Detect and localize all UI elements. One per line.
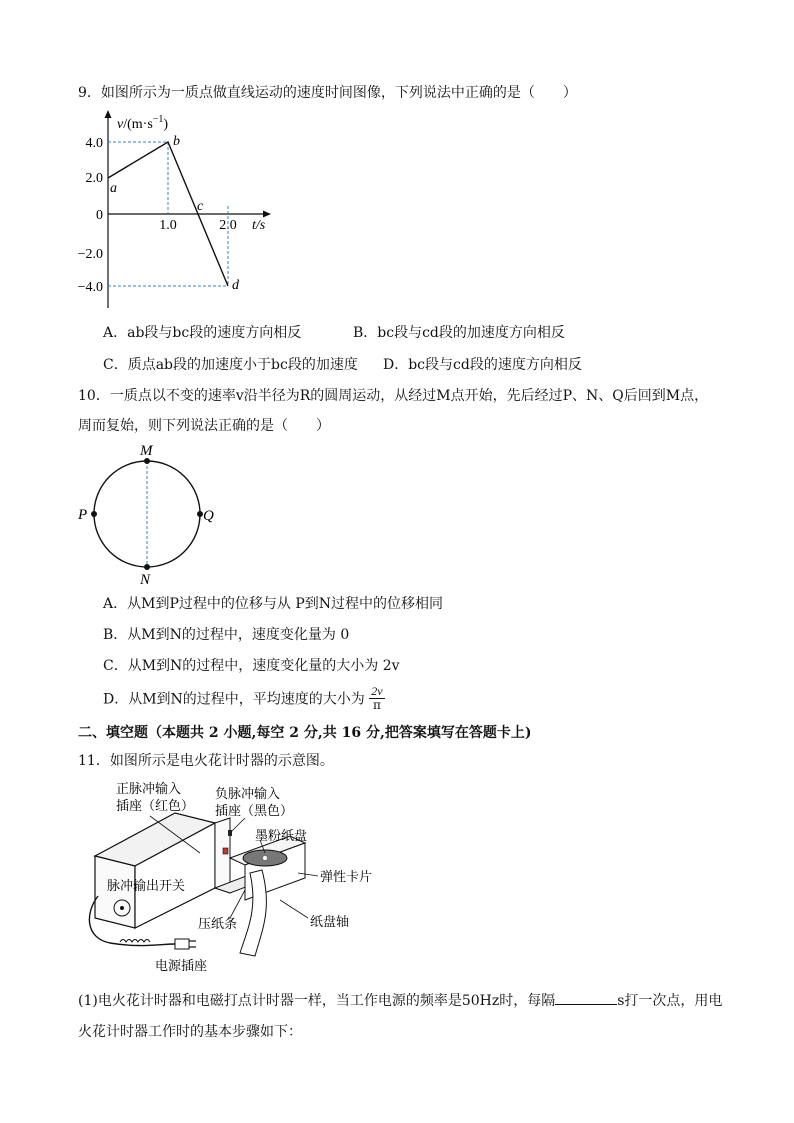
- point-a: a: [110, 181, 117, 196]
- disc-axis-dot: [263, 856, 267, 860]
- q11-sub1-line1: [78, 990, 722, 1010]
- q9-option-d[interactable]: D．bc段与cd段的速度方向相反: [383, 357, 582, 373]
- q11-sub1-line2: 火花计时器工作时的基本步骤如下：: [78, 1024, 302, 1040]
- y-tick-4: 4.0: [85, 136, 103, 151]
- label-neg-input-2: 插座（黑色）: [215, 803, 294, 818]
- fraction-numerator: 2v: [371, 684, 383, 698]
- q10-option-d-fraction: [369, 685, 384, 712]
- q9-stem: 9．如图所示为一质点做直线运动的速度时间图像，下列说法中正确的是（ ）: [78, 85, 577, 101]
- point-c: c: [197, 199, 204, 214]
- box-side: [215, 818, 230, 893]
- label-p: P: [78, 507, 88, 523]
- y-axis-label: $v/(m\cdot s^{-1})$: [117, 114, 169, 132]
- y-tick-neg2: −2.0: [77, 247, 103, 262]
- q11-sub1-text-a: (1)电火花计时器和电磁打点计时器一样，当工作电源的频率是50Hz时，每隔: [78, 993, 556, 1009]
- x-tick-1: 1.0: [159, 218, 177, 233]
- x-tick-2: 2.0: [219, 218, 237, 233]
- leader-press-bar: [230, 890, 245, 918]
- y-axis-arrow: [105, 110, 112, 118]
- point-n-dot: [144, 564, 150, 570]
- q9-option-a[interactable]: A．ab段与bc段的速度方向相反: [103, 325, 302, 341]
- label-pos-input-2: 插座（红色）: [116, 798, 195, 813]
- x-axis-arrow: [263, 211, 271, 218]
- point-d: d: [232, 278, 239, 293]
- label-power-socket: 电源插座: [155, 958, 208, 973]
- y-tick-2: 2.0: [85, 171, 103, 186]
- label-m: M: [140, 443, 153, 459]
- label-q: Q: [203, 508, 214, 524]
- q9-option-c[interactable]: C．质点ab段的加速度小于bc段的加速度: [103, 357, 358, 373]
- leader-disc-axis: [280, 900, 308, 918]
- y-tick-0: 0: [96, 208, 103, 223]
- cord-coil: [120, 940, 150, 943]
- q9-vt-graph: [75, 108, 285, 313]
- q11-sub1-blank[interactable]: [555, 992, 617, 1005]
- y-axis-label-end: ): [163, 117, 169, 132]
- q10-option-d-text: D．从M到N的过程中，平均速度的大小为: [103, 691, 365, 708]
- q10-stem-line1: 10．一质点以不变的速率v沿半径为R的圆周运动，从经过M点开始，先后经过P、N、Q后回到M点，: [78, 388, 709, 404]
- label-press-bar: 压纸条: [198, 916, 238, 931]
- x-axis-label: t/s: [252, 218, 266, 233]
- label-neg-input-1: 负脉冲输入: [215, 786, 281, 801]
- q10-option-d[interactable]: [103, 685, 385, 712]
- plug-body: [175, 939, 189, 949]
- section-2-heading: 二、填空题（本题共 2 小题,每空 2 分,共 16 分,把答案填写在答题卡上): [78, 725, 532, 741]
- q10-circle-diagram: [75, 440, 225, 585]
- y-tick-neg4: −4.0: [77, 280, 103, 295]
- y-axis-label-exponent: −1: [152, 114, 164, 125]
- fraction-denominator: π: [372, 698, 381, 712]
- switch-center: [120, 906, 124, 910]
- label-switch: 脉冲输出开关: [107, 878, 186, 893]
- q10-option-c[interactable]: C．从M到N的过程中，速度变化量的大小为 2v: [103, 658, 400, 674]
- label-n: N: [140, 572, 151, 585]
- q9-option-b[interactable]: B．bc段与cd段的加速度方向相反: [353, 325, 565, 341]
- q11-sub1-text-b: s打一次点，用电: [617, 993, 723, 1009]
- q10-option-a[interactable]: A．从M到P过程中的位移与从 P到N过程中的位移相同: [103, 596, 443, 612]
- spark-timer-diagram: [80, 778, 390, 978]
- leader-neg-input: [230, 818, 245, 833]
- label-ink-disc: 墨粉纸盘: [255, 828, 308, 843]
- q10-stem-line2: 周而复始，则下列说法正确的是（ ）: [78, 418, 330, 434]
- label-pos-input-1: 正脉冲输入: [116, 781, 182, 796]
- point-p-dot: [91, 511, 97, 517]
- label-disc-axis: 纸盘轴: [310, 914, 350, 929]
- red-socket: [223, 848, 228, 854]
- label-spring-clip: 弹性卡片: [320, 869, 373, 884]
- q10-option-b[interactable]: B．从M到N的过程中，速度变化量为 0: [103, 627, 350, 643]
- q11-stem: 11．如图所示是电火花计时器的示意图。: [78, 753, 334, 769]
- point-b: b: [173, 134, 180, 149]
